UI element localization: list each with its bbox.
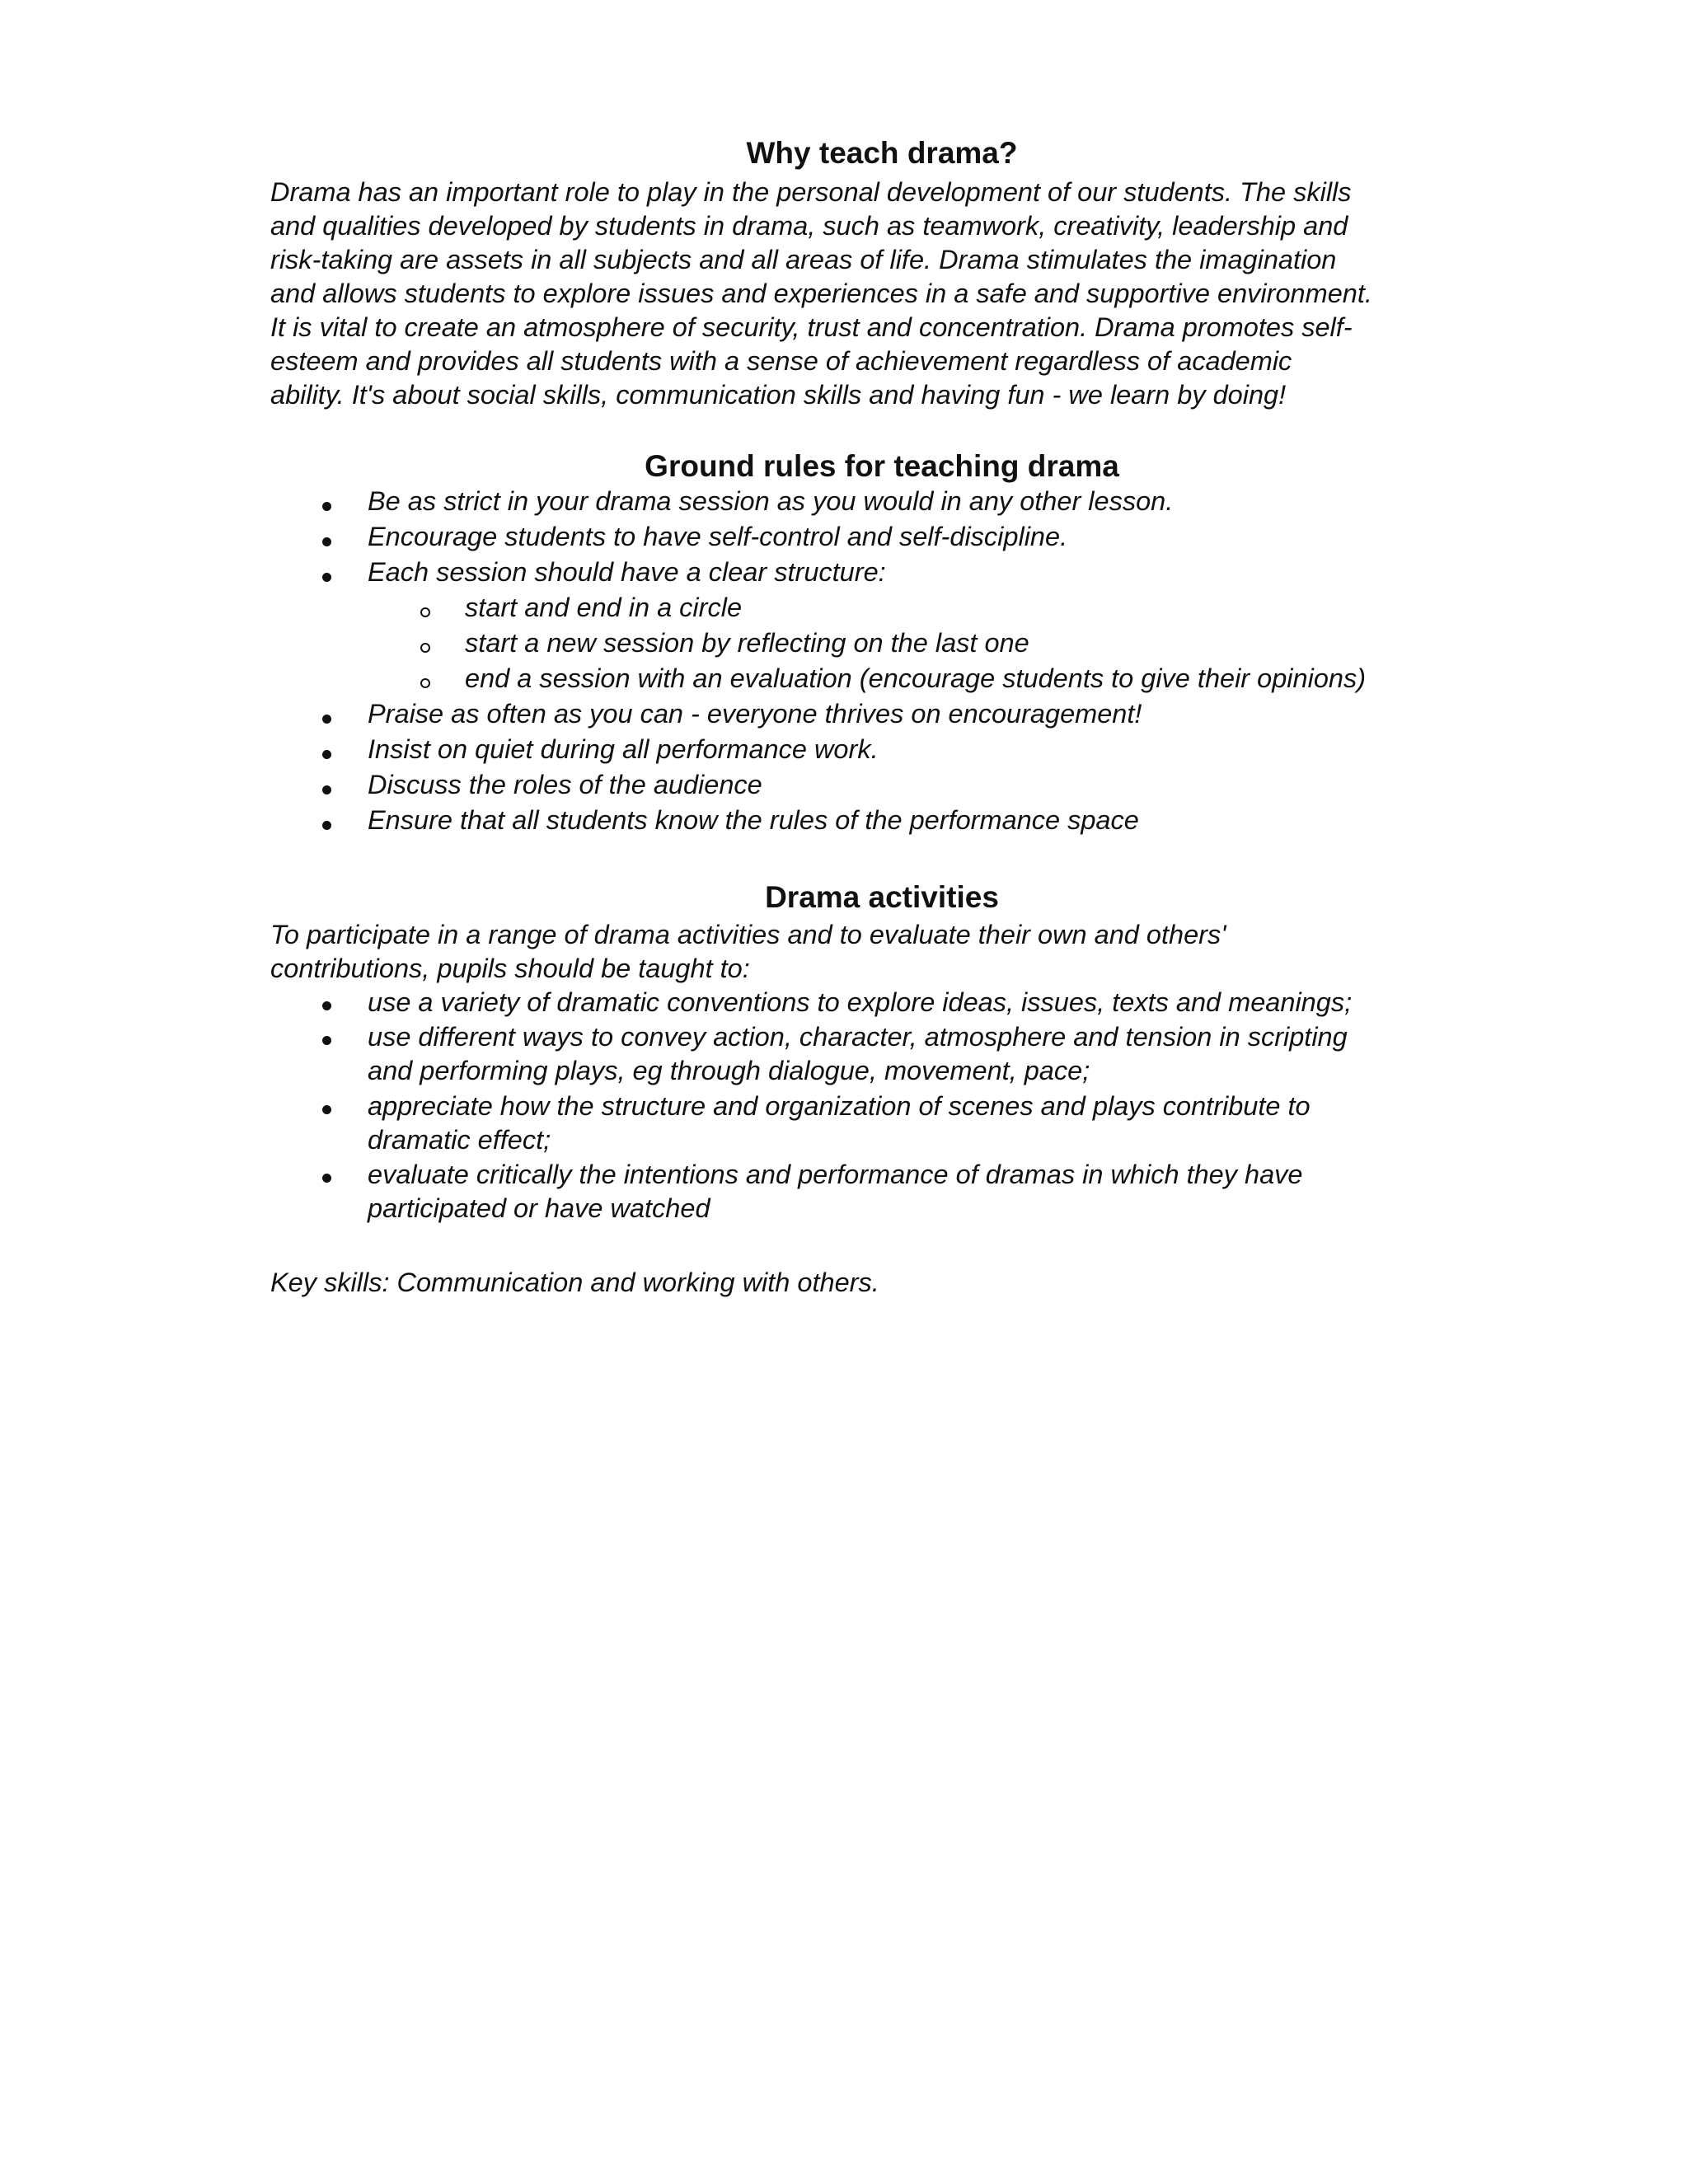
paragraph-line: Drama has an important role to play in the personal development of our students. The skills — [270, 177, 1352, 207]
list-item-line: dramatic effect; — [368, 1125, 551, 1155]
list-item-text — [368, 1020, 1348, 1088]
paragraph-line: and allows students to explore issues and experiences in a safe and supportive environment. — [270, 279, 1372, 308]
list-item-line: evaluate critically the intentions and performance of dramas in which they have — [368, 1160, 1303, 1189]
list-item-line: appreciate how the structure and organization of scenes and plays contribute to — [368, 1091, 1311, 1121]
key-skills-line: Key skills: Communication and working with others. — [270, 1268, 879, 1297]
bullet-icon — [322, 502, 331, 511]
list-item-text: Insist on quiet during all performance work. — [368, 734, 879, 764]
list-item-line: participated or have watched — [368, 1193, 710, 1223]
why-teach-drama-paragraph — [270, 176, 1490, 412]
list-item-text: Praise as often as you can - everyone thrives on encouragement! — [368, 699, 1142, 729]
list-item-text: Ensure that all students know the rules of the performance space — [368, 805, 1139, 835]
bullet-icon — [322, 1036, 331, 1045]
bullet-icon — [322, 573, 331, 582]
bullet-icon — [322, 537, 331, 546]
list-item-text — [368, 1158, 1303, 1226]
section-heading-why-teach-drama: Why teach drama? — [746, 136, 1018, 170]
bullet-icon — [322, 1105, 331, 1114]
bullet-icon — [322, 1001, 331, 1010]
paragraph-line: It is vital to create an atmosphere of security, trust and concentration. Drama promotes self- — [270, 312, 1353, 342]
section-heading-ground-rules: Ground rules for teaching drama — [645, 449, 1119, 483]
bullet-icon — [322, 1174, 331, 1183]
list-item-line: and performing plays, eg through dialogue, movement, pace; — [368, 1056, 1090, 1085]
list-item-line: use different ways to convey action, character, atmosphere and tension in scripting — [368, 1022, 1348, 1052]
bullet-icon — [322, 821, 331, 830]
paragraph-line: ability. It's about social skills, communication skills and having fun - we learn by doing! — [270, 380, 1287, 410]
paragraph-line: contributions, pupils should be taught to: — [270, 954, 750, 983]
drama-activities-intro — [270, 918, 1490, 986]
circle-bullet-icon — [420, 607, 430, 617]
paragraph-line: To participate in a range of drama activities and to evaluate their own and others' — [270, 920, 1226, 949]
list-item-text: Encourage students to have self-control and self-discipline. — [368, 522, 1068, 551]
paragraph-line: and qualities developed by students in drama, such as teamwork, creativity, leadership and — [270, 211, 1348, 241]
bullet-icon — [322, 750, 331, 759]
section-heading-drama-activities: Drama activities — [765, 880, 999, 914]
list-item-text: Each session should have a clear structure: — [368, 557, 886, 587]
circle-bullet-icon — [420, 643, 430, 653]
sub-list-item-text: end a session with an evaluation (encourage students to give their opinions) — [465, 663, 1367, 693]
list-item-line: use a variety of dramatic conventions to explore ideas, issues, texts and meanings; — [368, 987, 1353, 1017]
sub-list-item-text: start a new session by reflecting on the last one — [465, 628, 1029, 658]
bullet-icon — [322, 785, 331, 794]
circle-bullet-icon — [420, 678, 430, 688]
list-item-text — [368, 986, 1352, 1019]
list-item-text — [368, 1090, 1311, 1157]
paragraph-line: esteem and provides all students with a sense of achievement regardless of academic — [270, 346, 1292, 376]
list-item-text: Discuss the roles of the audience — [368, 770, 762, 799]
list-item-text: Be as strict in your drama session as you would in any other lesson. — [368, 486, 1174, 516]
bullet-icon — [322, 715, 331, 724]
sub-list-item-text: start and end in a circle — [465, 593, 743, 622]
paragraph-line: risk-taking are assets in all subjects and all areas of life. Drama stimulates the imagination — [270, 245, 1337, 274]
